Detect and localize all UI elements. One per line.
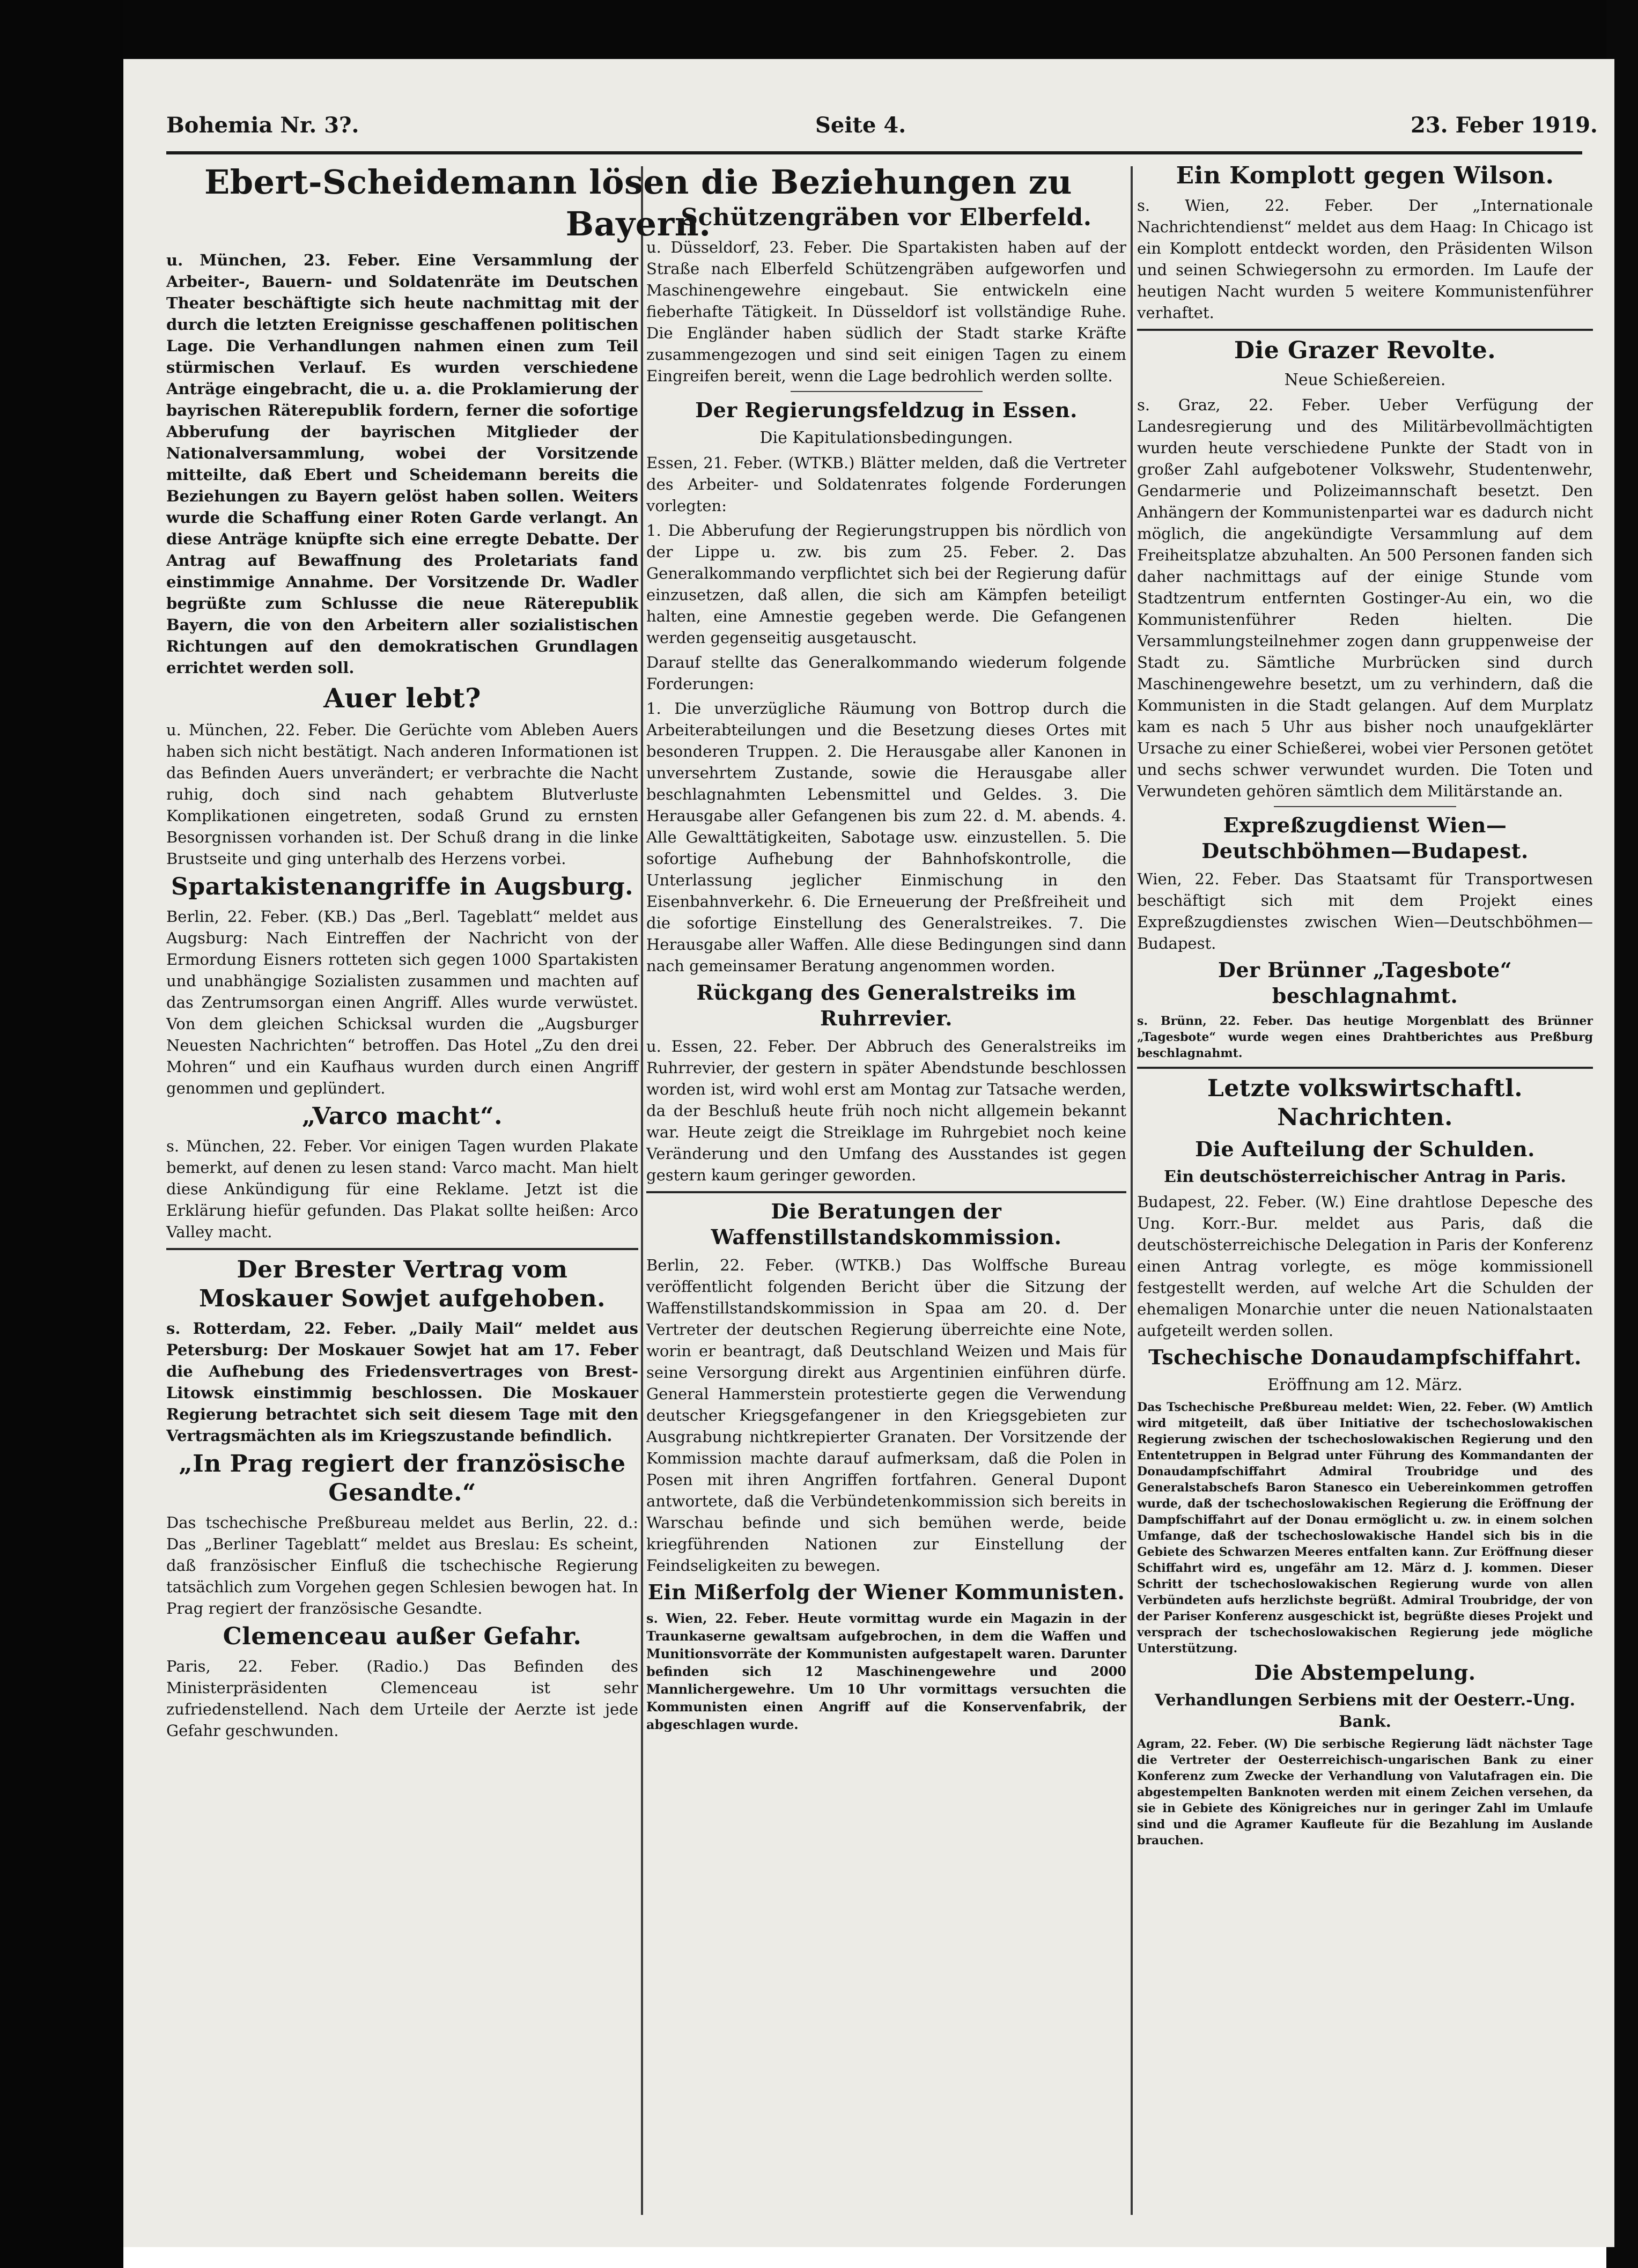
article-title: Auer lebt? xyxy=(323,682,481,714)
page-header xyxy=(123,103,1614,151)
article-subtitle: Verhandlungen Serbiens mit der Oesterr.-Ung. Bank. xyxy=(1155,1691,1575,1731)
article-text: s. Brünn, 22. Feber. Das heutige Morgenblatt des Brünner „Tagesbote“ wurde wegen eines Drahtberichtes aus Preßburg beschlagnahmt. xyxy=(1137,1014,1593,1060)
article-subtitle: Ein deutschösterreichischer Antrag in Paris. xyxy=(1164,1168,1566,1186)
article-title: Der Brester Vertrag vom Moskauer Sowjet aufgehoben. xyxy=(199,1256,606,1312)
article-text: Das Tschechische Preßbureau meldet: Wien, 22. Feber. (W) Amtlich wird mitgeteilt, daß über Initiative der tschechoslowakischen Regierung zwischen der tschechoslowakischen Regierung und den Ententetruppen in Belgrad unter Führung des Kommandanten der Donaudampfschiffahrt Admiral Troubridge und des Generalstabschefs Baron Stanesco ein Uebereinkommen getroffen wurde, daß der tschechoslowakischen Regierung die Eröffnung der Dampfschiffahrt auf der Donau ermöglicht u. zw. in einem solchen Umfange, daß der tschechoslowakische Handel sich bis in die Gebiete des Schwarzen Meeres entfalten kann. Zur Eröffnung dieser Schiffahrt wird es, ungefähr am 12. März d. J. kommen. Dieser Schritt der tschechoslowakischen Regierung wurde von allen Verbündeten aufs herzlichste begrüßt. Admiral Troubridge, der von der Pariser Konferenz ausgeschickt ist, begrüßte dieses Projekt und versprach der tschechoslowakischen Regierung jede mögliche Unterstützung. xyxy=(1137,1400,1593,1656)
article-text: u. Essen, 22. Feber. Der Abbruch des Generalstreiks im Ruhrrevier, der gestern in später Abendstunde beschlossen worden ist, wird wohl erst am Montag zur Tatsache werden, da der Beschluß heute früh noch nicht allgemein bekannt war. Heute zeigt die Streiklage im Ruhrgebiet noch keine Veränderung und den Umfang des Ausstandes ist gegen gestern kaum geringer geworden. xyxy=(646,1037,1126,1184)
article-text: s. Wien, 22. Feber. Der „Internationale Nachrichtendienst“ meldet aus dem Haag: In Chicago ist ein Komplott entdeckt worden, den Präsidenten Wilson und seinen Schwiegersohn zu ermorden. Im Laufe der heutigen Nacht wurden 5 weitere Kommunistenführer verhaftet. xyxy=(1137,196,1593,322)
newspaper-page xyxy=(123,59,1614,2247)
article-title: Die Beratungen der Waffenstillstandskommission. xyxy=(711,1199,1062,1249)
article-title: Schützengräben vor Elberfeld. xyxy=(681,204,1092,231)
article-text: Darauf stellte das Generalkommando wiederum folgende Forderungen: xyxy=(646,653,1126,693)
header-issue: Bohemia Nr. 3?. xyxy=(166,113,359,138)
article-text: s. Rotterdam, 22. Feber. „Daily Mail“ meldet aus Petersburg: Der Moskauer Sowjet hat am 17. Feber die Aufhebung des Friedensvertrages von Brest-Litowsk einstimmig beschlossen. Die Moskauer Regierung betrachtet sich seit diesem Tage mit den Vertragsmächten als im Kriegszustande befindlich. xyxy=(166,1319,638,1445)
article-divider xyxy=(1274,806,1456,807)
column-right xyxy=(1137,158,1593,2228)
section-divider xyxy=(1137,1067,1593,1069)
article-title: Die Abstempelung. xyxy=(1254,1660,1476,1685)
header-rule xyxy=(166,151,1582,154)
article-text: Essen, 21. Feber. (WTKB.) Blätter melden, daß die Vertreter des Arbeiter- und Soldatenrates folgende Forderungen vorlegten: xyxy=(646,454,1126,515)
section-divider xyxy=(646,1191,1126,1193)
scan-border-left xyxy=(0,0,123,2268)
article-title: Expreßzugdienst Wien—Deutschböhmen—Budapest. xyxy=(1201,813,1529,863)
article-title: „In Prag regiert der französische Gesandte.“ xyxy=(179,1450,626,1506)
article-text: Agram, 22. Feber. (W) Die serbische Regierung lädt nächster Tage die Vertreter der Oesterreichisch-ungarischen Bank zu einer Konferenz zum Zwecke der Verhandlung von Valutafragen ein. Die abgestempelten Banknoten werden mit einem Zeichen versehen, da sie in Gebiete des Königreiches nur in geringer Zahl im Umlaufe sind und die Agramer Kaufleute für die Bezahlung im Auslande brauchen. xyxy=(1137,1737,1593,1848)
article-title: Der Regierungsfeldzug in Essen. xyxy=(695,398,1078,422)
column-middle xyxy=(646,200,1126,2227)
article-title: Clemenceau außer Gefahr. xyxy=(223,1623,582,1650)
article-title: Die Aufteilung der Schulden. xyxy=(1195,1137,1535,1161)
article-text: s. München, 22. Feber. Vor einigen Tagen wurden Plakate bemerkt, auf denen zu lesen stand: Varco macht. Man hielt diese Ankündigung für eine Reklame. Jetzt ist die Erklärung hiefür gefunden. Das Plakat sollte heißen: Arco Valley macht. xyxy=(166,1137,638,1241)
article-title: Tschechische Donaudampfschiffahrt. xyxy=(1148,1345,1582,1369)
article-title: Ein Mißerfolg der Wiener Kommunisten. xyxy=(647,1580,1125,1604)
article-text: Das tschechische Preßbureau meldet aus Berlin, 22. d.: Das „Berliner Tageblatt“ meldet aus Breslau: Es scheint, daß französischer Einfluß die tschechische Regierung tatsächlich zum Vorgehen gegen Schlesien bewogen hat. In Prag regiert der französische Gesandte. xyxy=(166,1513,638,1617)
article-text: Berlin, 22. Feber. (KB.) Das „Berl. Tageblatt“ meldet aus Augsburg: Nach Eintreffen der Nachricht von der Ermordung Eisners rotteten sich gegen 1000 Spartakisten und unabhängige Sozialisten zusammen und machten auf das Zentrumsorgan einen Angriff. Alles wurde verwüstet. Von dem gleichen Schicksal wurden die „Augsburger Neuesten Nachrichten“ betroffen. Das Hotel „Zu den drei Mohren“ und ein Kaufhaus wurden durch einen Angriff genommen und geplündert. xyxy=(166,907,638,1097)
section-divider xyxy=(1137,329,1593,331)
article-text: Paris, 22. Feber. (Radio.) Das Befinden des Ministerpräsidenten Clemenceau ist sehr zufriedenstellend. Nach dem Urteile der Aerzte ist jede Gefahr geschwunden. xyxy=(166,1657,638,1740)
article-text: Berlin, 22. Feber. (WTKB.) Das Wolffsche Bureau veröffentlicht folgenden Bericht über die Sitzung der Waffenstillstandskommission in Spaa am 20. d. Der Vertreter der deutschen Regierung überreichte eine Note, worin er beantragt, daß Deutschland Weizen und Mais für seine Versorgung direkt aus Argentinien einführen dürfe. General Hammerstein protestierte gegen die Verwendung deutscher Kriegsgefangener in den Kriegsgebieten zur Ausgrabung nichtkrepierter Granaten. Der Vorsitzende der Kommission machte darauf aufmerksam, daß die Polen in Posen mit ihren Angriffen fortfahren. General Dupont antwortete, daß die Verbündetenkommission sich bereits in Warschau befinde und sich bemühen werde, beide kriegführenden Nationen zur Einstellung der Feindseligkeiten zu bewegen. xyxy=(646,1256,1126,1575)
article-divider xyxy=(791,391,983,392)
article-text: u. Düsseldorf, 23. Feber. Die Spartakisten haben auf der Straße nach Elberfeld Schützengräben aufgeworfen und Maschinengewehre eingebaut. Sie entwickeln eine fieberhafte Tätigkeit. In Düsseldorf ist vollständige Ruhe. Die Engländer haben südlich der Stadt starke Kräfte zusammengezogen und sind seit einigen Tagen zu einem Eingreifen bereit, wenn die Lage bedrohlich werden sollte. xyxy=(646,238,1126,385)
article-title: Ein Komplott gegen Wilson. xyxy=(1176,162,1554,189)
section-title: Letzte volkswirtschaftl. Nachrichten. xyxy=(1207,1075,1523,1131)
header-page-number: Seite 4. xyxy=(815,113,906,138)
article-text: u. München, 23. Feber. Eine Versammlung der Arbeiter-, Bauern- und Soldatenräte im Deutschen Theater beschäftigte sich heute nachmittag mit der durch die letzten Ereignisse geschaffenen politischen Lage. Die Verhandlungen nahmen einen zum Teil stürmischen Verlauf. Es wurden verschiedene Anträge eingebracht, die u. a. die Proklamierung der bayrischen Räterepublik fordern, ferner die sofortige Abberufung der bayrischen Mitglieder der Nationalversammlung, wobei der Vorsitzende mitteilte, daß Ebert und Scheidemann bereits die Beziehungen zu Bayern gelöst haben sollen. Weiters wurde die Schaffung einer Roten Garde verlangt. An diese Anträge knüpfte sich eine erregte Debatte. Der Antrag auf Bewaffnung des Proletariats fand einstimmige Annahme. Der Vorsitzende Dr. Wadler begrüßte zum Schlusse die neue Räterepublik Bayern, die von den Arbeitern aller sozialistischen Richtungen auf den demokratischen Grundlagen errichtet werden soll. xyxy=(166,251,638,677)
article-title: Der Brünner „Tagesbote“ beschlagnahmt. xyxy=(1218,958,1512,1008)
article-list: 1. Die Abberufung der Regierungstruppen bis nördlich von der Lippe u. zw. bis zum 25. Feber. 2. Das Generalkommando verpflichtet sich bei der Regierung dafür einzusetzen, daß allen, die sich am Kämpfen beteiligt halten, eine Amnestie gegeben werde. Die Gefangenen werden gegenseitig ausgetauscht. xyxy=(646,521,1126,647)
article-title: Rückgang des Generalstreiks im Ruhrrevier. xyxy=(696,980,1076,1030)
article-title: Spartakistenangriffe in Augsburg. xyxy=(171,873,633,900)
scan-border-top xyxy=(0,0,1638,59)
article-text: s. Graz, 22. Feber. Ueber Verfügung der Landesregierung und des Militärbevollmächtigten wurden heute verschiedene Punkte der Stadt von in großer Zahl aufgebotener Volkswehr, Studentenwehr, Gendarmerie und Polizeimannschaft besetzt. Den Anhängern der Kommunistenpartei war es dadurch nicht möglich, die angekündigte Versammlung auf dem Freiheitsplatze abzuhalten. An 500 Personen fanden sich daher nachmittags auf der einige Stunde vom Stadtzentrum entfernten Gostinger-Au ein, wo die Kommunistenführer Reden hielten. Die Versammlungsteilnehmer zogen dann gruppenweise der Stadt zu. Sämtliche Murbrücken sind durch Maschinengewehre besetzt, um zu verhindern, daß die Kommunisten in die Stadt gelangen. Auf dem Murplatz kam es nach 5 Uhr aus bisher noch unaufgeklärter Ursache zu einer Schießerei, wobei vier Personen getötet und sechs schwer verwundet wurden. Die Toten und Verwundeten gehören sämtlich dem Militärstande an. xyxy=(1137,396,1593,800)
article-text: s. Wien, 22. Feber. Heute vormittag wurde ein Magazin in der Traunkaserne gewaltsam aufgebrochen, in dem die Waffen und Munitionsvorräte der Kommunisten aufgestapelt waren. Darunter befinden sich 12 Maschinengewehre und 2000 Mannlichergewehre. Um 10 Uhr vormittags versuchten die Kommunisten einen Angriff auf die Konservenfabrik, der abgeschlagen wurde. xyxy=(646,1610,1126,1732)
column-rule-2 xyxy=(1131,166,1133,2215)
article-subtitle: Neue Schießereien. xyxy=(1284,371,1446,389)
article-list: 1. Die unverzügliche Räumung von Bottrop durch die Arbeiterabteilungen und die Besetzung dieses Ortes mit besonderen Truppen. 2. Die Herausgabe aller Kanonen in unversehrtem Zustande, sowie die Herausgabe aller beschlagnahmten Lebensmittel und Geldes. 3. Die Herausgabe aller Gefangenen bis zum 22. d. M. abends. 4. Alle Gewalttätigkeiten, Sabotage usw. einzustellen. 5. Die sofortige Aufhebung der Bahnhofskontrolle, die Unterlassung jeglicher Einmischung in den Eisenbahnverkehr. 6. Die Erneuerung der Preßfreiheit und die sofortige Einstellung des Generalstreikes. 7. Die Herausgabe aller Waffen. Alle diese Bedingungen sind dann nach gemeinsamer Beratung angenommen worden. xyxy=(646,699,1126,975)
section-divider xyxy=(166,1248,638,1250)
article-subtitle: Eröffnung am 12. März. xyxy=(1267,1376,1463,1394)
article-title: „Varco macht“. xyxy=(302,1103,503,1130)
article-title: Die Grazer Revolte. xyxy=(1234,337,1496,364)
article-text: Wien, 22. Feber. Das Staatsamt für Transportwesen beschäftigt sich mit dem Projekt eines Expreßzugdienstes zwischen Wien—Deutschböhmen—Budapest. xyxy=(1137,870,1593,952)
header-date: 23. Feber 1919. xyxy=(1411,113,1598,138)
column-rule-1 xyxy=(641,166,643,2215)
main-headline: Ebert-Scheidemann lösen die Beziehungen zu Bayern. xyxy=(204,162,1072,243)
article-text: u. München, 22. Feber. Die Gerüchte vom Ableben Auers haben sich nicht bestätigt. Nach anderen Informationen ist das Befinden Auers unverändert; er verbrachte die Nacht ruhig, doch sind nach gehabtem Blutverluste Komplikationen eingetreten, sodaß Grund zu ernsten Besorgnissen vorhanden ist. Der Schuß drang in die linke Brustseite und ging unterhalb des Herzens vorbei. xyxy=(166,721,638,868)
article-subtitle: Die Kapitulationsbedingungen. xyxy=(759,429,1013,447)
article-text: Budapest, 22. Feber. (W.) Eine drahtlose Depesche des Ung. Korr.-Bur. meldet aus Paris, daß die deutschösterreichische Delegation in Paris der Konferenz einen Antrag vorlegte, es möge kommissionell festgestellt werden, auf welche Art die Schulden der ehemaligen Monarchie unter die neuen Nationalstaaten aufgeteilt werden sollen. xyxy=(1137,1193,1593,1340)
